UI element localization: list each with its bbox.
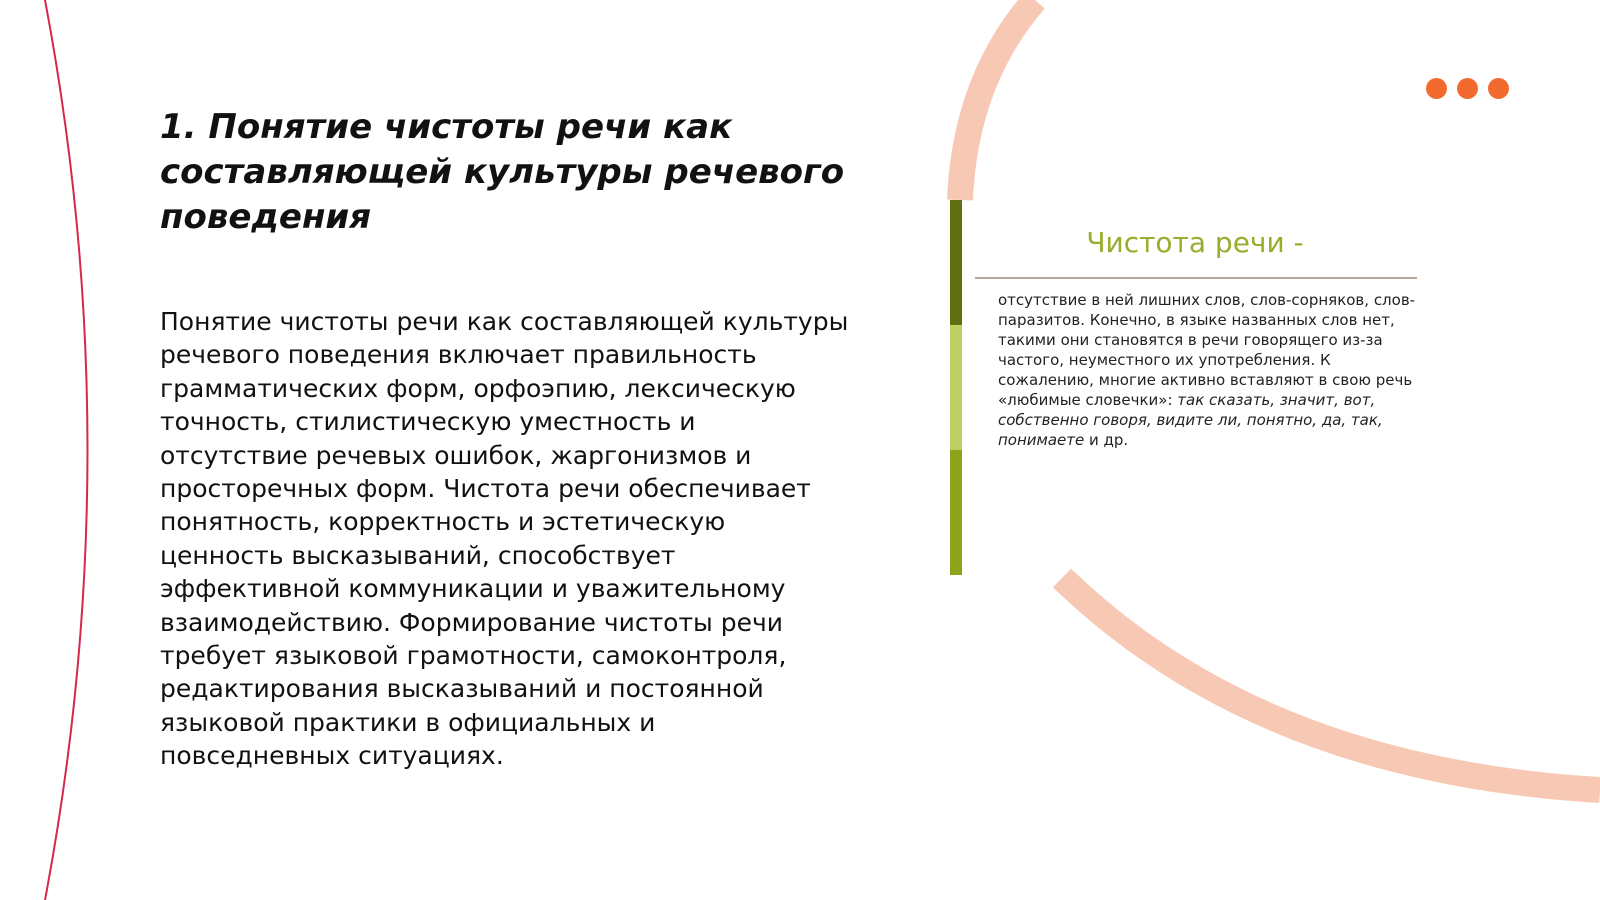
- side-bar-segment-light: [950, 325, 962, 450]
- slide-body-text: Понятие чистоты речи как составляющей культуры речевого поведения включает правильность грамматических форм, орфоэпию, лексическую точность, стилистическую уместность и отсутствие речевых ошибок, жаргонизмов и просторечных форм. Чистота речи обеспечивает понятность, корректность и эстетическую ценность высказываний, способствует эффективной коммуникации и уважительному взаимодействию. Формирование чистоты речи требует языковой грамотности, самоконтроля, редактирования высказываний и постоянной языковой практики в официальных и повседневных ситуациях.: [160, 307, 849, 771]
- side-bar-segment-dark: [950, 200, 962, 325]
- definition-tail: и др.: [1084, 431, 1129, 449]
- dot: [1488, 78, 1509, 99]
- definition-term: Чистота речи -: [1086, 226, 1304, 259]
- definition-text: [998, 290, 1418, 450]
- dot: [1426, 78, 1447, 99]
- slide-title: 1. Понятие чистоты речи как составляющей культуры речевого поведения: [160, 107, 845, 237]
- lower-arc: [1062, 578, 1600, 790]
- left-edge-curve: [45, 0, 88, 900]
- definition-examples: так сказать, значит, вот, собственно говоря, видите ли, понятно, да, так, понимаете: [998, 391, 1383, 449]
- three-dots-icon: [1426, 78, 1516, 102]
- upper-arc: [960, 0, 1035, 200]
- dot: [1457, 78, 1478, 99]
- definition-main-text: отсутствие в ней лишних слов, слов-сорняков, слов-паразитов. Конечно, в языке названных слов нет, такими они становятся в речи говорящего из-за частого, неуместного их употребления. К сожалению, многие активно вставляют в свою речь «любимые словечки»:: [998, 291, 1416, 409]
- definition-divider: [975, 277, 1417, 279]
- side-bar-segment-mid: [950, 450, 962, 575]
- accent-side-bar: [950, 200, 962, 575]
